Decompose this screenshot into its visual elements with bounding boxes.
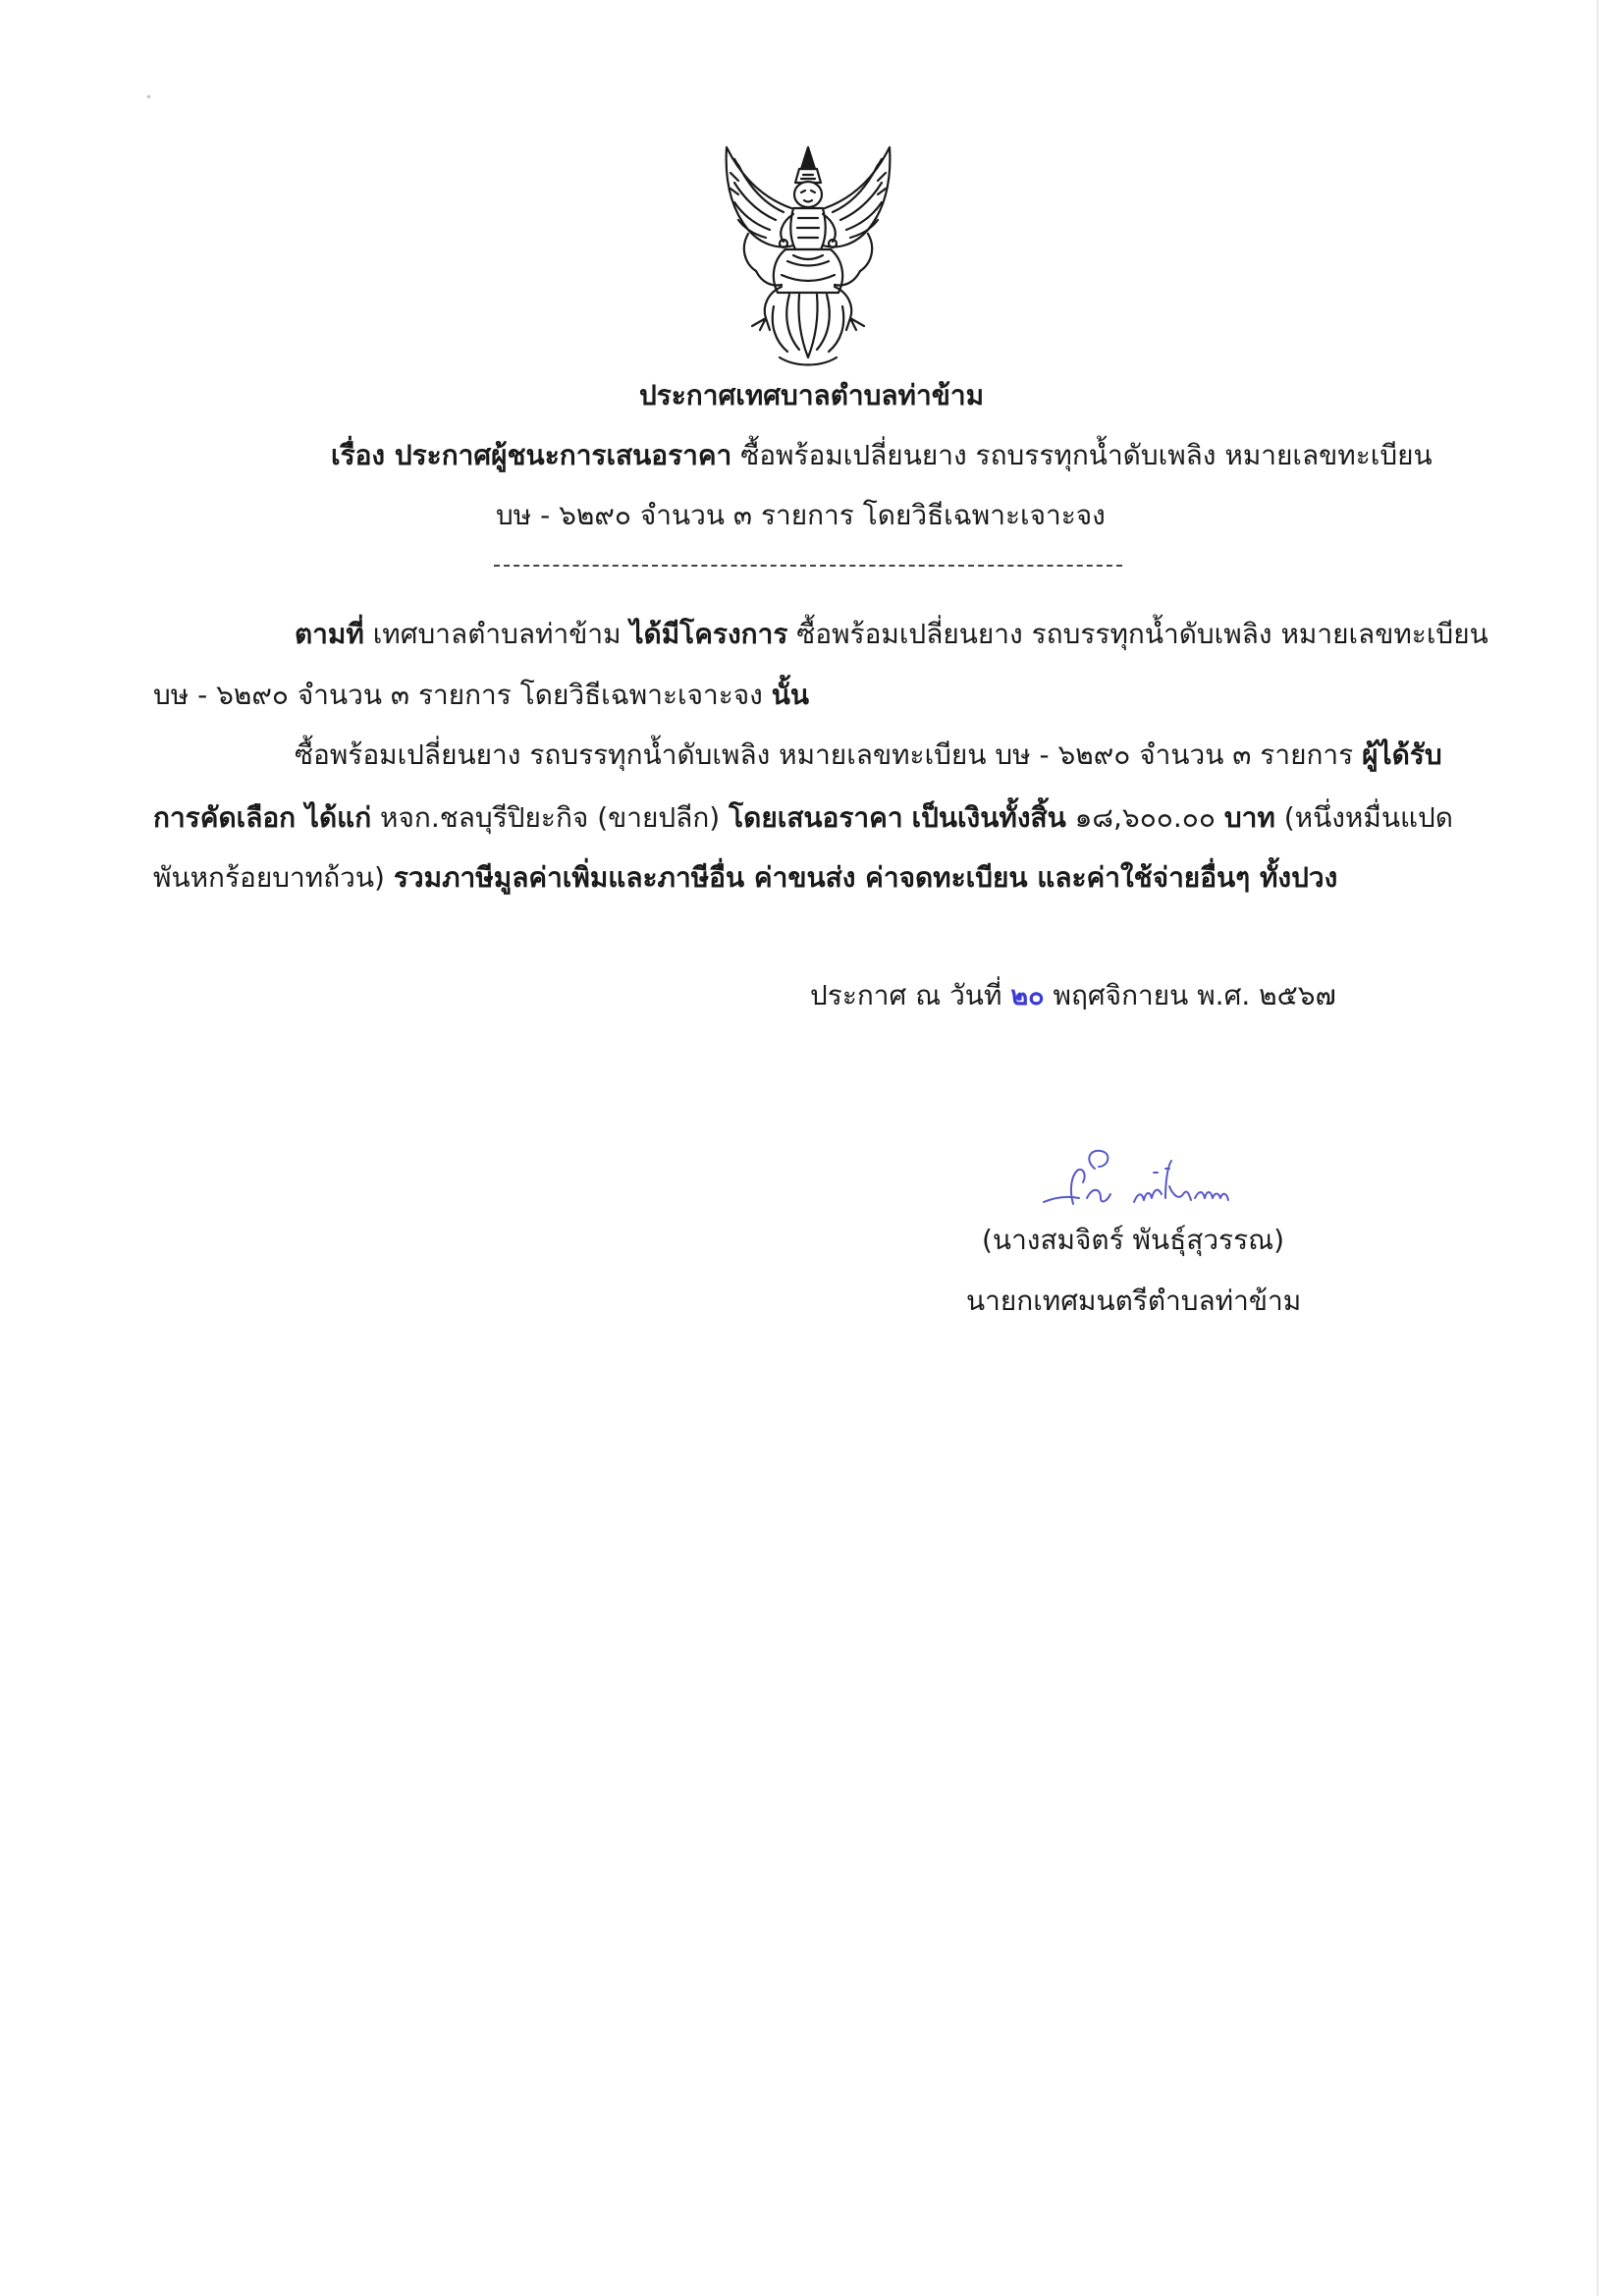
p2-selected-label: การคัดเลือก ได้แก่: [153, 801, 372, 834]
paragraph-1-line-2: [153, 676, 809, 715]
title-divider: [494, 565, 1122, 567]
date-prefix: ประกาศ ณ วันที่: [810, 979, 1002, 1011]
p1-project-text-cont: บษ - ๖๒๙๐ จำนวน ๓ รายการ โดยวิธีเฉพาะเจาะจง: [153, 679, 763, 711]
paragraph-2-line-3: [153, 858, 1337, 898]
subject-label: เรื่อง ประกาศผู้ชนะการเสนอราคา: [331, 439, 732, 471]
date-month-year: พฤศจิกายน พ.ศ. ๒๕๖๗: [1053, 979, 1336, 1011]
p1-project-label: ได้มีโครงการ: [629, 618, 788, 650]
subject-line-1: [331, 436, 1433, 475]
p2-amount: ๑๘,๖๐๐.๐๐: [1074, 801, 1216, 834]
issuer-title: ประกาศเทศบาลตำบลท่าข้าม: [638, 379, 985, 411]
p1-end: นั้น: [771, 679, 810, 711]
date-day: ๒๐: [1010, 981, 1045, 1011]
announcement-date: [810, 976, 1336, 1016]
p2-winner-label: ผู้ได้รับ: [1362, 738, 1442, 771]
subject-text: ซื้อพร้อมเปลี่ยนยาง รถบรรทุกน้ำดับเพลิง หมายเลขทะเบียน: [740, 439, 1433, 471]
handwritten-signature: [1036, 1147, 1257, 1221]
p2-total-label: เป็นเงินทั้งสิ้น: [911, 801, 1066, 834]
p2-currency: บาท: [1223, 801, 1275, 834]
p2-inclusive-text: รวมภาษีมูลค่าเพิ่มและภาษีอื่น ค่าขนส่ง ค่าจดทะเบียน และค่าใช้จ่ายอื่นๆ ทั้งปวง: [393, 861, 1338, 894]
page-edge-line: [1596, 0, 1598, 2296]
subject-line-2: บษ - ๖๒๙๐ จำนวน ๓ รายการ โดยวิธีเฉพาะเจาะจง: [496, 499, 1106, 531]
p1-project-text: ซื้อพร้อมเปลี่ยนยาง รถบรรทุกน้ำดับเพลิง หมายเลขทะเบียน: [796, 618, 1488, 650]
p2-project-text: ซื้อพร้อมเปลี่ยนยาง รถบรรทุกน้ำดับเพลิง หมายเลขทะเบียน บษ - ๖๒๙๐ จำนวน ๓ รายการ: [295, 738, 1354, 771]
garuda-emblem-icon: [705, 139, 911, 375]
paragraph-2-line-1: [295, 736, 1442, 775]
p2-amount-words-cont: พันหกร้อยบาทถ้วน): [153, 861, 385, 894]
paragraph-2-line-2: [153, 798, 1453, 838]
p2-winner-name: หจก.ชลบุรีปิยะกิจ (ขายปลีก): [380, 801, 721, 834]
p1-lead: ตามที่: [295, 618, 364, 650]
p2-amount-words: (หนึ่งหมื่นแปด: [1283, 801, 1453, 834]
paragraph-1-line-1: [295, 615, 1488, 654]
signatory-position: นายกเทศมนตรีตำบลท่าข้าม: [966, 1285, 1302, 1317]
signatory-name: (นางสมจิตร์ พันธุ์สุวรรณ): [982, 1224, 1285, 1256]
p2-offer-label: โดยเสนอราคา: [729, 801, 903, 834]
scan-speck: [146, 94, 150, 98]
p1-municipality: เทศบาลตำบลท่าข้าม: [372, 618, 622, 650]
